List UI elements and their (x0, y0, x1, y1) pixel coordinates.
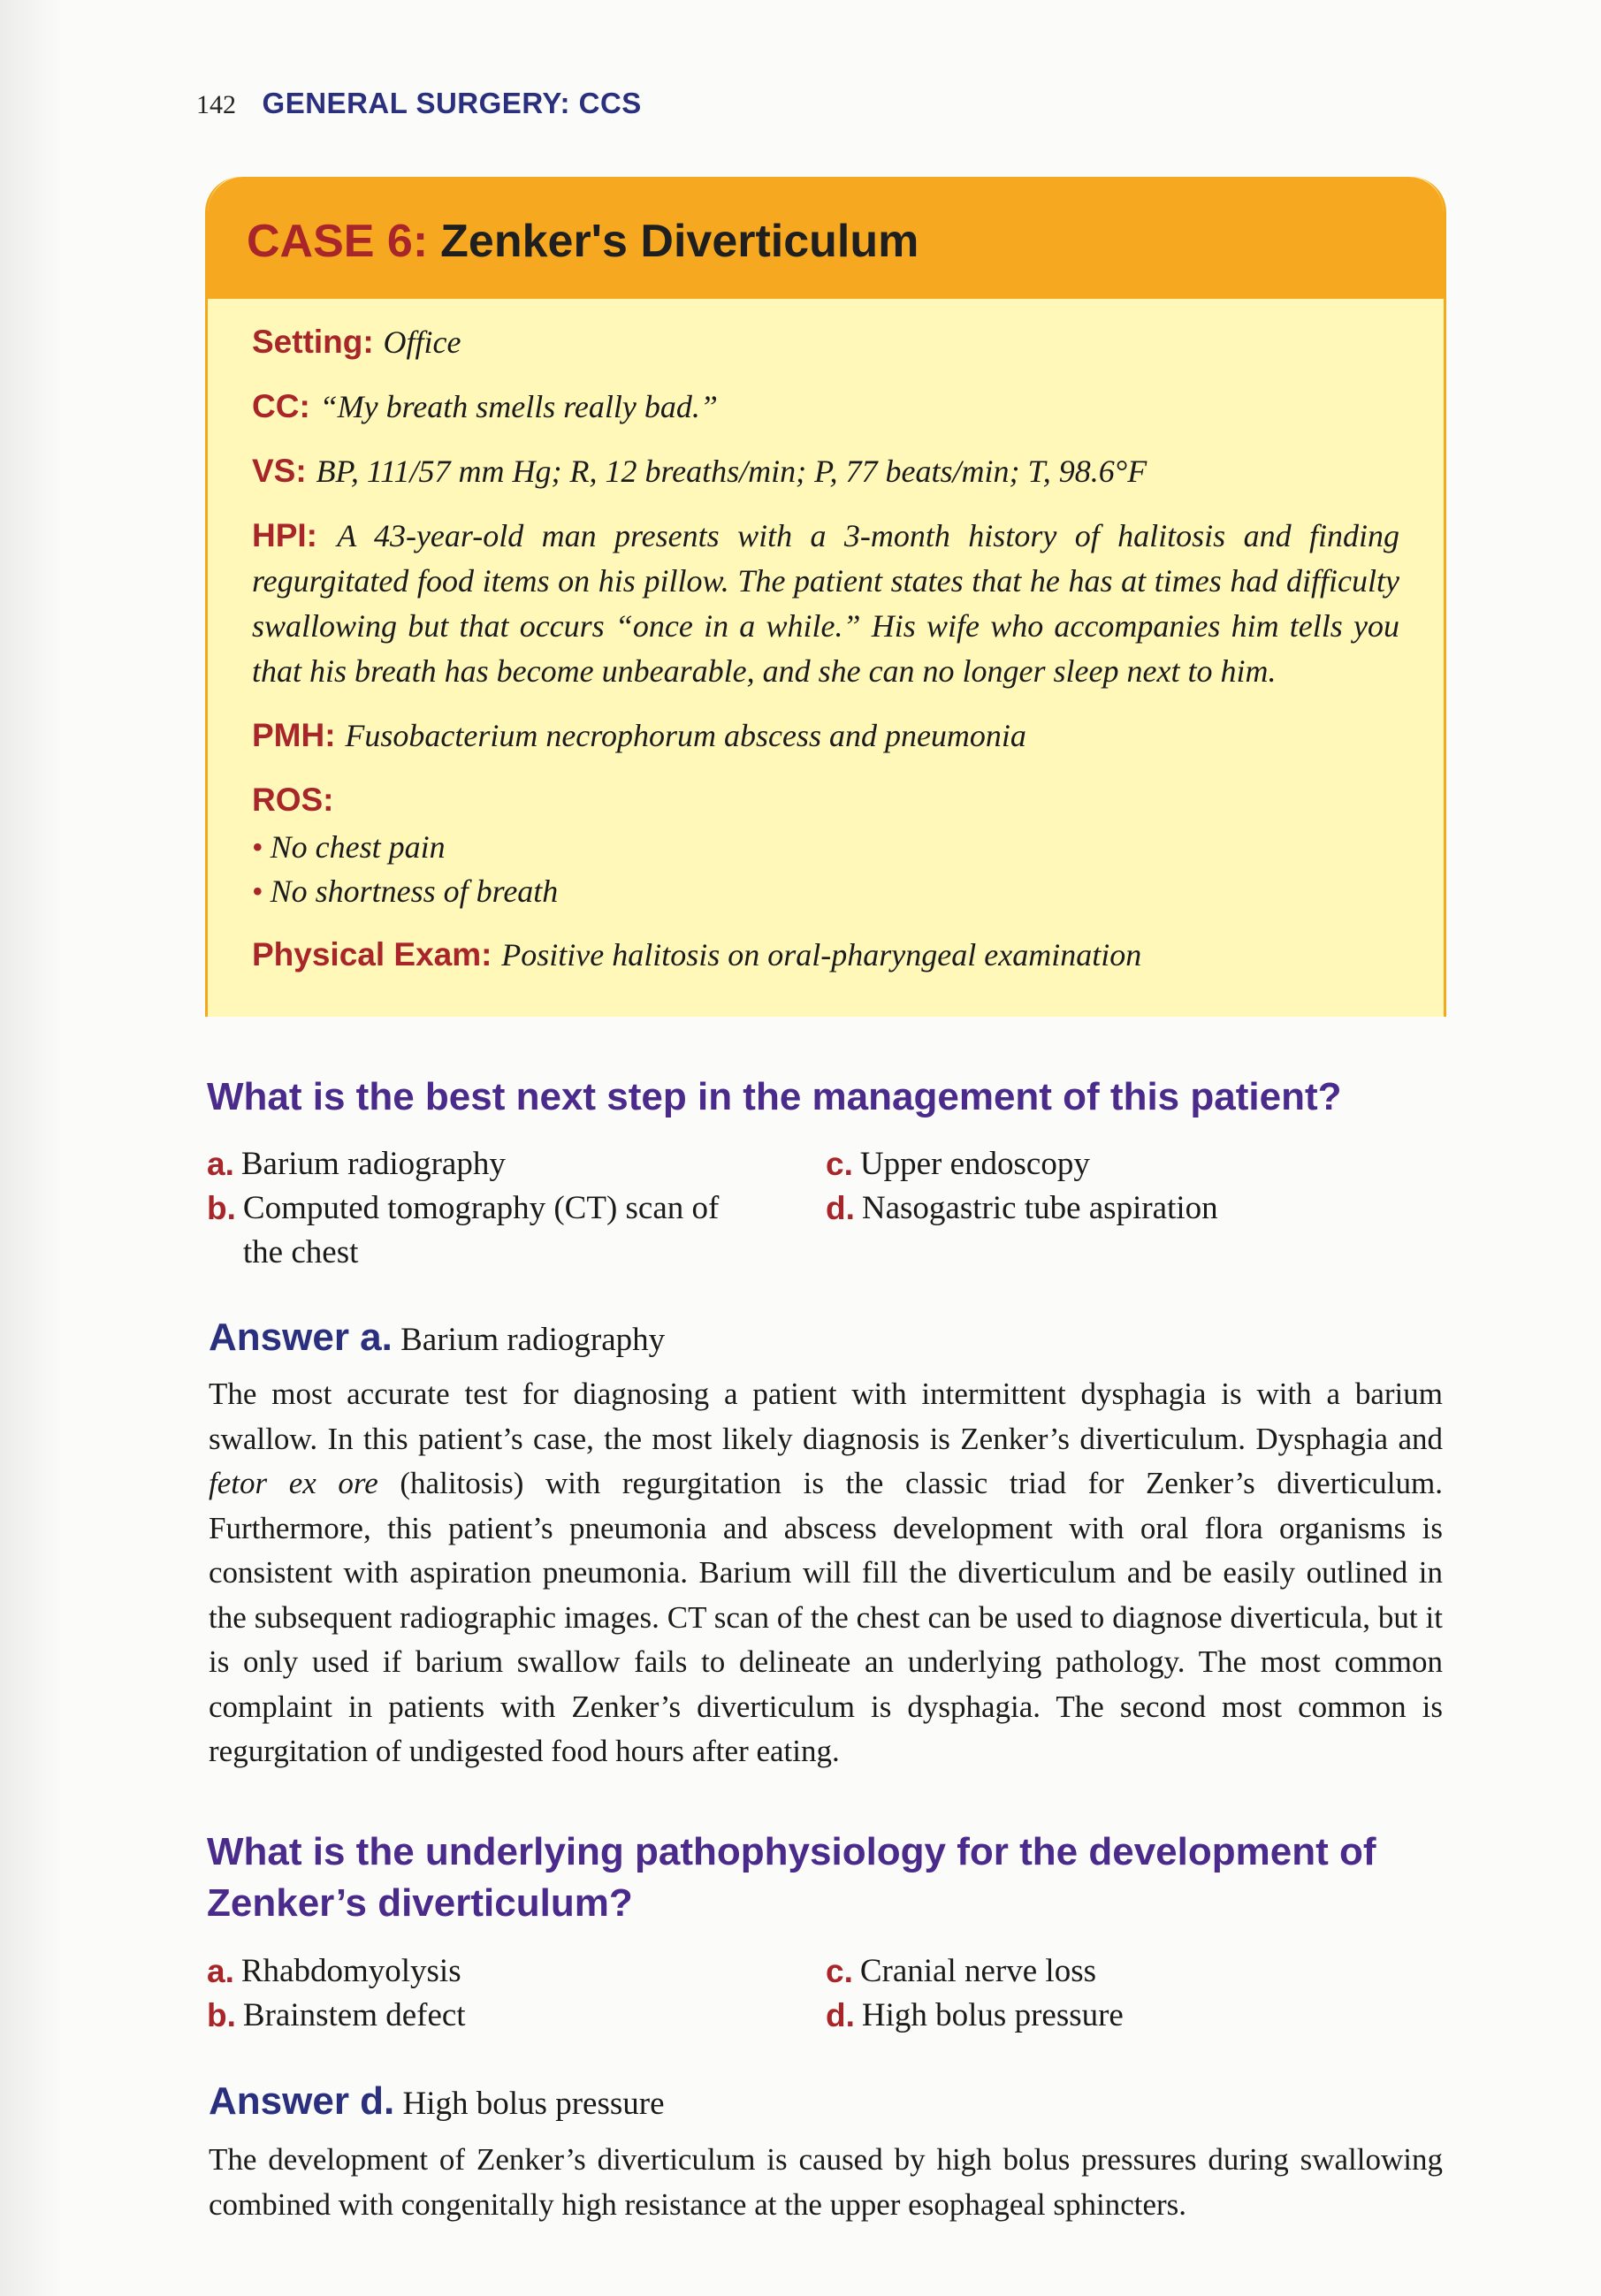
page-number: 142 (196, 90, 236, 119)
case-body (208, 299, 1444, 978)
vs-label: VS: (252, 453, 307, 489)
option-d[interactable]: d. High bolus pressure (826, 1997, 1124, 2033)
ros-field (252, 778, 1399, 823)
question-1: What is the best next step in the management of this patient? (207, 1075, 1342, 1118)
option-c[interactable]: c. Upper endoscopy (826, 1146, 1090, 1182)
answer-2 (209, 2079, 665, 2124)
option-a[interactable]: a. Rhabdomyolysis (207, 1953, 461, 1989)
option-b[interactable]: b. Brainstem defect (207, 1997, 466, 2033)
cc-value: “My breath smells really bad.” (319, 389, 718, 424)
vs-field (252, 449, 1399, 494)
option-b[interactable]: b. Computed tomography (CT) scan of the chest (207, 1190, 720, 1270)
case-name: Zenker's Diverticulum (440, 216, 919, 267)
exam-label: Physical Exam: (252, 936, 492, 973)
ros-item: • No shortness of breath (252, 873, 559, 909)
question-2-options (207, 1949, 1445, 2038)
answer-2-explanation: The development of Zenker’s diverticulum is caused by high bolus pressures during swallowing combined with congenitally high resistance at the upper esophageal sphincters. (209, 2142, 1443, 2222)
setting-field (252, 320, 1399, 365)
question-2: What is the underlying pathophysiology for the development of Zenker’s diverticulum? (207, 1830, 1376, 1925)
running-header (196, 87, 642, 120)
answer-1-label: Answer a. (209, 1316, 393, 1359)
answer-1-text: Barium radiography (400, 1322, 666, 1358)
answer-1 (209, 1316, 665, 1360)
option-c[interactable]: c. Cranial nerve loss (826, 1953, 1097, 1989)
option-d[interactable]: d. Nasogastric tube aspiration (826, 1190, 1218, 1226)
bullet-icon: • (252, 829, 263, 865)
question-1-options (207, 1142, 1445, 1275)
cc-field (252, 385, 1399, 430)
answer-1-explanation: The most accurate test for diagnosing a patient with intermittent dysphagia is with a barium swallow. In this patient’s case, the most likely diagnosis is Zenker’s diverticulum. Dysphagia and fetor ex ore (halitosis) with regurgitation is the classic triad for Zenker’s diverticulum. Furthermore, this patient’s pneumonia and abscess development with oral flora organisms is consistent with aspiration pneumonia. Barium will fill the diverticulum and be easily outlined in the subsequent radiographic images. CT scan of the chest can be used to diagnose diverticula, but it is only used if barium swallow fails to delineate an underlying pathology. The most common complaint in patients with Zenker’s diverticulum is dysphagia. The second most common is regurgitation of undigested food hours after eating. (209, 1377, 1444, 1768)
hpi-field (252, 514, 1399, 694)
exam-value: Positive halitosis on oral-pharyngeal examination (501, 937, 1142, 973)
ros-item: • No chest pain (252, 829, 446, 865)
hpi-value: A 43-year-old man presents with a 3-month history of halitosis and finding regurgitated food items on his pillow. The patient states that he has at times had difficulty swallowing but that occurs “once in a while.” His wife who accompanies him tells you that his breath has become unbearable, and she can no longer sleep next to him. (252, 518, 1399, 689)
case-label: CASE 6: (247, 216, 429, 267)
ros-list (252, 825, 1399, 913)
pmh-label: PMH: (252, 717, 336, 753)
pmh-value: Fusobacterium necrophorum abscess and pneumonia (345, 718, 1026, 753)
cc-label: CC: (252, 388, 310, 424)
pmh-field (252, 713, 1399, 759)
option-a[interactable]: a. Barium radiography (207, 1146, 506, 1182)
setting-value: Office (383, 324, 461, 360)
vs-value: BP, 111/57 mm Hg; R, 12 breaths/min; P, 77 beats/min; T, 98.6°F (316, 454, 1147, 489)
answer-2-text: High bolus pressure (402, 2086, 665, 2122)
exam-field (252, 933, 1399, 978)
chapter-title: GENERAL SURGERY: CCS (262, 87, 642, 119)
setting-label: Setting: (252, 324, 374, 360)
page-edge-shadow (0, 0, 62, 2296)
bullet-icon: • (252, 873, 263, 909)
ros-label: ROS: (252, 782, 334, 818)
hpi-label: HPI: (252, 517, 317, 553)
case-box (205, 177, 1446, 1017)
answer-2-label: Answer d. (209, 2079, 395, 2123)
case-header (208, 177, 1444, 299)
